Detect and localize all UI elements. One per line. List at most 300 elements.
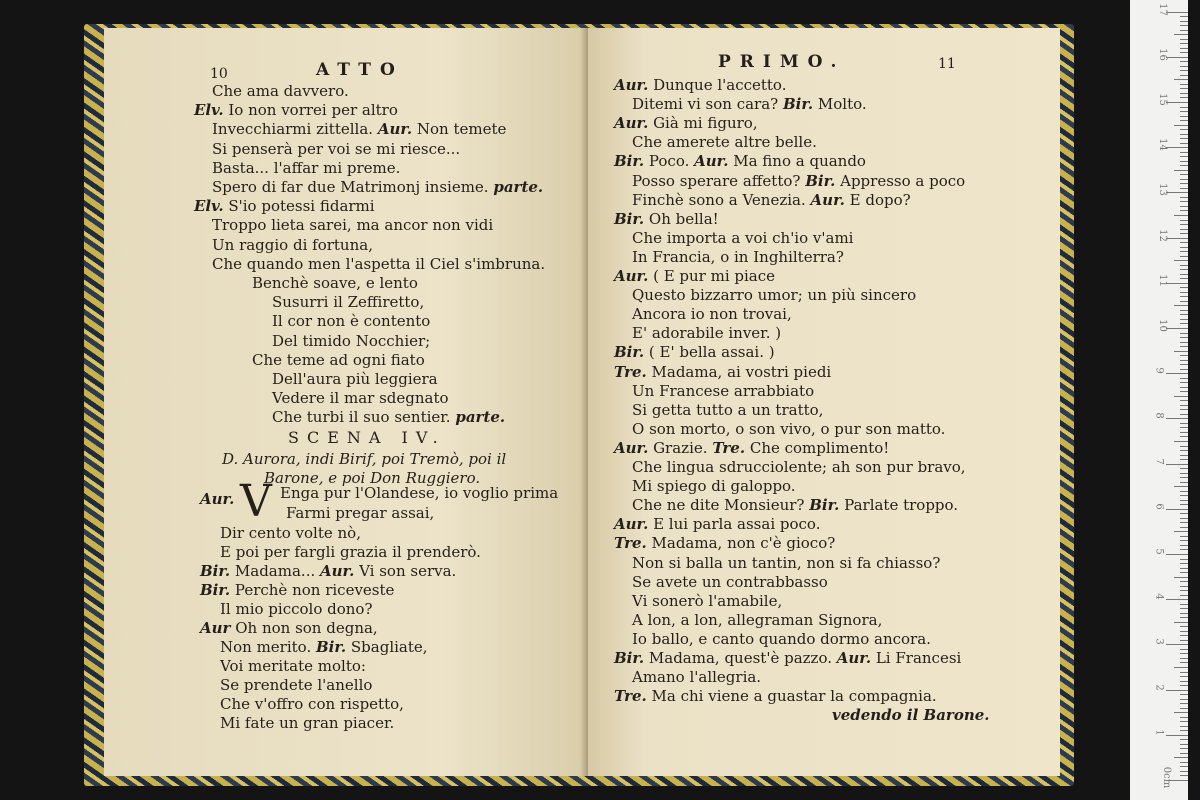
scene-title: SCENA IV. [288, 428, 446, 447]
verse-line [632, 592, 782, 610]
ruler-tick [1180, 450, 1188, 451]
ruler-tick [1174, 34, 1188, 35]
line-text: Dell'aura più leggiera [272, 370, 438, 388]
line-text: Spero di far due Matrimonj insieme. [212, 178, 489, 196]
ruler-tick [1180, 134, 1188, 135]
line-text: Oh non son degna, [235, 619, 378, 637]
ruler-tick [1180, 391, 1188, 392]
verse-line [614, 534, 835, 552]
ruler-tick [1166, 690, 1188, 691]
line-text: Basta... l'affar mi preme. [212, 158, 401, 177]
line-text: Ma chi viene a guastar la compagnia. [651, 687, 937, 706]
verse-line [220, 714, 394, 732]
ruler-tick [1180, 66, 1188, 67]
ruler-tick [1180, 61, 1188, 62]
ruler-tick [1180, 766, 1188, 767]
ruler-number: 7 [1153, 457, 1165, 465]
line-text: Questo bizzarro umor; un più sincero [632, 286, 917, 305]
line-text: Il cor non è contento [272, 312, 431, 331]
verse-line [832, 706, 990, 724]
line-text: Che complimento! [749, 438, 890, 457]
speaker-label: Aur. [377, 120, 413, 139]
speaker-label: Bir. [200, 581, 231, 599]
ruler-tick [1180, 84, 1188, 85]
ruler-tick [1174, 260, 1188, 261]
ruler-tick [1180, 549, 1188, 550]
verse-line [632, 382, 814, 400]
verse-line [220, 695, 404, 713]
ruler-tick [1166, 283, 1188, 284]
ruler-tick [1174, 215, 1188, 216]
ruler-tick [1180, 355, 1188, 356]
ruler-tick [1180, 323, 1188, 324]
verse-line [632, 191, 911, 209]
ruler-tick [1180, 617, 1188, 618]
ruler-tick [1180, 93, 1188, 94]
ruler-tick [1180, 762, 1188, 763]
ruler-tick [1180, 129, 1188, 130]
line-text: Vi son serva. [359, 562, 457, 580]
ruler-tick [1180, 251, 1188, 252]
ruler-tick [1166, 735, 1188, 736]
ruler-tick [1166, 464, 1188, 465]
ruler-number: 6 [1153, 503, 1165, 510]
ruler-number: 17 [1156, 2, 1168, 16]
line-text: Mi fate un gran piacer. [220, 714, 395, 732]
line-text: Non temete [416, 120, 507, 139]
ruler-tick [1180, 468, 1188, 469]
line-text: Ma fino a quando [733, 152, 866, 171]
line-text: Non si balla un tantin, non si fa chiasso? [632, 553, 941, 572]
measuring-ruler [1130, 0, 1188, 800]
ruler-tick [1180, 278, 1188, 279]
ruler-tick [1180, 265, 1188, 266]
line-text: Voi meritate molto: [220, 657, 366, 675]
ruler-tick [1180, 685, 1188, 686]
verse-line [614, 439, 889, 457]
ruler-tick [1166, 373, 1188, 374]
ruler-number: 9 [1153, 367, 1165, 374]
line-text: Vi sonerò l'amabile, [632, 591, 783, 610]
speaker-label: Bir. [614, 152, 645, 171]
ruler-tick [1166, 57, 1188, 58]
line-text: In Francia, o in Inghilterra? [632, 247, 844, 266]
ruler-tick [1180, 378, 1188, 379]
verse-line [614, 76, 786, 94]
verse-line [614, 267, 775, 285]
line-text: Che importa a voi ch'io v'ami [632, 228, 854, 247]
line-text: Dunque l'accetto. [653, 76, 787, 94]
ruler-number: 15 [1156, 93, 1168, 106]
verse-line [632, 554, 940, 572]
ruler-tick [1180, 744, 1188, 745]
ruler-tick [1180, 292, 1188, 293]
ruler-tick [1180, 369, 1188, 370]
ruler-tick [1180, 247, 1188, 248]
line-text: Mi spiego di galoppo. [632, 477, 796, 496]
ruler-tick [1166, 147, 1188, 148]
right-page [588, 28, 1060, 776]
verse-line [632, 305, 792, 323]
ruler-tick [1180, 201, 1188, 202]
ruler-tick [1180, 721, 1188, 722]
verse-line [272, 293, 424, 311]
verse-line [220, 600, 373, 618]
speaker-label: Bir. [200, 562, 231, 580]
ruler-tick [1180, 753, 1188, 754]
ruler-tick [1180, 739, 1188, 740]
ruler-tick [1180, 387, 1188, 388]
speaker-label: Tre. [614, 687, 647, 706]
ruler-tick [1180, 708, 1188, 709]
dropcap-speaker: Aur. [200, 490, 235, 508]
ruler-tick [1174, 486, 1188, 487]
ruler-tick [1180, 604, 1188, 605]
line-text: Vedere il mar sdegnato [272, 389, 449, 408]
line-text: Ancora io non trovai, [632, 305, 792, 324]
line-text: Se avete un contrabbasso [632, 572, 828, 591]
ruler-number: 10 [1156, 319, 1168, 332]
verse-line [632, 477, 796, 495]
ruler-tick [1180, 590, 1188, 591]
verse-line [272, 332, 430, 350]
ruler-tick [1180, 436, 1188, 437]
ruler-tick [1180, 107, 1188, 108]
ruler-tick [1180, 662, 1188, 663]
line-text: Del timido Nocchier; [272, 331, 431, 350]
ruler-tick [1180, 672, 1188, 673]
verse-line [632, 95, 867, 113]
speaker-label: Bir. [805, 171, 836, 190]
ruler-tick [1166, 644, 1188, 645]
verse-line [252, 274, 418, 292]
ruler-number: 14 [1156, 138, 1168, 152]
ruler-tick [1180, 337, 1188, 338]
ruler-number: 11 [1156, 273, 1168, 287]
ruler-number: 12 [1156, 228, 1168, 242]
verse-line [632, 668, 761, 686]
speaker-label: Bir. [809, 496, 840, 515]
ruler-tick [1180, 640, 1188, 641]
ruler-tick [1180, 206, 1188, 207]
ruler-tick [1180, 319, 1188, 320]
ruler-tick [1180, 152, 1188, 153]
ruler-tick [1180, 522, 1188, 523]
ruler-tick [1180, 513, 1188, 514]
ruler-tick [1166, 238, 1188, 239]
ruler-number: 2 [1153, 683, 1165, 691]
ruler-tick [1180, 482, 1188, 483]
ruler-tick [1166, 509, 1188, 510]
line-text: Non merito. [220, 638, 312, 656]
ruler-tick [1180, 423, 1188, 424]
speaker-label: Aur. [320, 562, 355, 580]
line-text: Che ama davvero. [212, 82, 349, 100]
line-text: Poco. [648, 152, 690, 171]
line-text: ( E' bella assai. ) [648, 343, 775, 362]
line-text: Appresso a poco [840, 171, 966, 190]
verse-line [194, 197, 375, 215]
speaker-label: Bir. [783, 95, 814, 114]
ruler-tick [1180, 518, 1188, 519]
ruler-tick [1180, 658, 1188, 659]
scene-direction-line-2: Barone, e poi Don Ruggiero. [264, 469, 481, 487]
ruler-tick [1174, 757, 1188, 758]
line-text: Si penserà per voi se mi riesce... [212, 139, 461, 158]
speaker-label: parte. [493, 178, 544, 196]
verse-line [614, 687, 937, 705]
speaker-label: Elv. [194, 101, 224, 120]
ruler-tick [1180, 559, 1188, 560]
line-text: Susurri il Zeffiretto, [272, 293, 425, 312]
ruler-tick [1174, 305, 1188, 306]
verse-line [220, 638, 428, 656]
line-text: Sbagliate, [350, 638, 428, 656]
ruler-tick [1180, 382, 1188, 383]
ruler-tick [1174, 125, 1188, 126]
ruler-tick [1174, 351, 1188, 352]
ruler-tick [1180, 210, 1188, 211]
line-text: Che lingua sdrucciolente; ah son pur bravo, [632, 458, 966, 476]
ruler-tick [1180, 296, 1188, 297]
dropcap-line-1: Enga pur l'Olandese, io voglio prima [280, 484, 559, 502]
ruler-tick [1180, 400, 1188, 401]
ruler-tick [1166, 192, 1188, 193]
ruler-tick [1166, 328, 1188, 329]
line-text: Perchè non riceveste [234, 581, 395, 599]
ruler-tick [1180, 25, 1188, 26]
speaker-label: Bir. [316, 638, 347, 656]
ruler-tick [1180, 446, 1188, 447]
ruler-tick [1180, 224, 1188, 225]
verse-line [212, 236, 373, 254]
ruler-tick [1180, 88, 1188, 89]
verse-line [272, 370, 438, 388]
verse-line [632, 573, 828, 591]
ruler-tick [1180, 545, 1188, 546]
ruler-tick [1180, 477, 1188, 478]
line-text: Io non vorrei per altro [228, 101, 398, 120]
ruler-tick [1180, 649, 1188, 650]
speaker-label: Aur. [614, 114, 649, 133]
ruler-tick [1180, 771, 1188, 772]
verse-line [632, 458, 966, 476]
ruler-tick [1180, 287, 1188, 288]
ruler-tick [1180, 188, 1188, 189]
ruler-tick [1180, 229, 1188, 230]
ruler-tick [1180, 233, 1188, 234]
line-text: Che v'offro con rispetto, [220, 695, 404, 713]
verse-line [212, 82, 349, 100]
verse-line [632, 611, 882, 629]
ruler-tick [1180, 699, 1188, 700]
line-text: Madama, ai vostri piedi [651, 362, 832, 381]
ruler-tick [1180, 333, 1188, 334]
ruler-tick [1180, 30, 1188, 31]
ruler-tick [1180, 500, 1188, 501]
ruler-tick [1180, 540, 1188, 541]
verse-line [614, 210, 719, 228]
verse-line [632, 496, 958, 514]
ruler-tick [1180, 748, 1188, 749]
ruler-tick [1180, 414, 1188, 415]
verse-line [212, 120, 506, 138]
verse-line [220, 524, 361, 542]
line-text: E dopo? [849, 190, 911, 209]
ruler-tick [1174, 79, 1188, 80]
ruler-tick [1180, 143, 1188, 144]
line-text: ( E pur mi piace [653, 267, 776, 285]
speaker-label: Tre. [614, 534, 647, 553]
ruler-tick [1180, 608, 1188, 609]
verse-line [632, 420, 945, 438]
ruler-tick [1180, 39, 1188, 40]
ruler-tick [1180, 360, 1188, 361]
line-text: Li Francesi [875, 649, 962, 667]
ruler-tick [1180, 563, 1188, 564]
ruler-tick [1180, 97, 1188, 98]
ruler-number: 8 [1153, 412, 1165, 420]
line-text: Molto. [817, 95, 867, 114]
ruler-tick [1180, 568, 1188, 569]
ruler-tick [1166, 554, 1188, 555]
speaker-label: Aur. [810, 190, 845, 209]
verse-line [632, 324, 781, 342]
verse-line [212, 216, 493, 234]
ruler-number: 3 [1153, 638, 1165, 646]
verse-line [252, 351, 425, 369]
ruler-number: 16 [1156, 47, 1168, 61]
ruler-tick [1180, 775, 1188, 776]
verse-line [220, 543, 481, 561]
ruler-tick [1180, 346, 1188, 347]
line-text: O son morto, o son vivo, o pur son matto. [632, 419, 946, 438]
line-text: A lon, a lon, allegraman Signora, [632, 610, 883, 629]
line-text: Oh bella! [648, 209, 719, 228]
ruler-tick [1180, 459, 1188, 460]
speaker-label: Aur. [694, 152, 729, 171]
speaker-label: Bir. [614, 649, 645, 667]
verse-line [614, 649, 961, 667]
ruler-tick [1174, 531, 1188, 532]
speaker-label: vedendo il Barone. [832, 706, 990, 725]
ruler-tick [1180, 405, 1188, 406]
ruler-tick [1180, 495, 1188, 496]
speaker-label: Aur. [614, 515, 649, 534]
ruler-tick [1180, 342, 1188, 343]
ruler-number: 4 [1153, 593, 1165, 600]
speaker-label: Bir. [614, 209, 645, 228]
line-text: Che amerete altre belle. [632, 133, 817, 152]
line-text: S'io potessi fidarmi [228, 197, 375, 216]
speaker-label: Tre. [712, 438, 746, 457]
line-text: Madama... [234, 562, 316, 580]
speaker-label: Tre. [614, 362, 647, 381]
right-running-header: PRIMO. [718, 52, 846, 72]
line-text: Che quando men l'aspetta il Ciel s'imbruna. [212, 254, 546, 273]
line-text: Troppo lieta sarei, ma ancor non vidi [212, 216, 494, 235]
verse-line [632, 229, 853, 247]
ruler-tick [1180, 310, 1188, 311]
ruler-tick [1174, 577, 1188, 578]
ruler-tick [1180, 21, 1188, 22]
ruler-tick [1180, 174, 1188, 175]
ruler-tick [1180, 536, 1188, 537]
ruler-tick [1174, 622, 1188, 623]
ruler-tick [1180, 43, 1188, 44]
ruler-tick [1180, 16, 1188, 17]
ruler-tick [1180, 242, 1188, 243]
ruler-tick [1180, 572, 1188, 573]
ruler-tick [1180, 301, 1188, 302]
ruler-tick [1180, 179, 1188, 180]
left-page-number: 10 [210, 66, 228, 82]
line-text: Già mi figuro, [653, 114, 758, 133]
ruler-tick [1174, 441, 1188, 442]
ruler-tick [1180, 116, 1188, 117]
ruler-tick [1180, 527, 1188, 528]
line-text: Un raggio di fortuna, [212, 235, 373, 254]
line-text: Che ne dite Monsieur? [632, 496, 805, 515]
right-page-number: 11 [938, 56, 956, 72]
line-text: E lui parla assai poco. [653, 515, 821, 534]
line-text: Ditemi vi son cara? [632, 95, 779, 114]
ruler-tick [1180, 220, 1188, 221]
ruler-tick [1180, 165, 1188, 166]
ruler-tick [1180, 269, 1188, 270]
speaker-label: Bir. [614, 343, 645, 362]
verse-line [212, 140, 460, 158]
speaker-label: Aur. [614, 76, 649, 94]
verse-line [272, 408, 505, 426]
verse-line [220, 676, 372, 694]
verse-line [614, 363, 831, 381]
line-text: Se prendete l'anello [220, 676, 373, 694]
ruler-tick [1180, 703, 1188, 704]
ruler-tick [1180, 726, 1188, 727]
verse-line [200, 619, 378, 637]
dropcap-line-2: Farmi pregar assai, [286, 504, 435, 522]
speaker-label: Elv. [194, 197, 224, 216]
ruler-tick [1174, 170, 1188, 171]
ruler-tick [1166, 418, 1188, 419]
ruler-tick [1180, 653, 1188, 654]
ruler-tick [1180, 314, 1188, 315]
line-text: Grazie. [653, 438, 708, 457]
ruler-tick [1180, 581, 1188, 582]
verse-line [632, 401, 823, 419]
line-text: Posso sperare affetto? [632, 171, 801, 190]
ruler-tick [1174, 396, 1188, 397]
ruler-tick [1180, 197, 1188, 198]
ruler-tick [1180, 48, 1188, 49]
ruler-tick [1180, 504, 1188, 505]
verse-line [614, 515, 820, 533]
ruler-tick [1180, 70, 1188, 71]
verse-line [632, 172, 965, 190]
ruler-tick [1180, 111, 1188, 112]
ruler-tick [1180, 120, 1188, 121]
line-text: Il mio piccolo dono? [220, 600, 373, 618]
ruler-tick [1180, 256, 1188, 257]
ruler-tick [1166, 102, 1188, 103]
line-text: Dir cento volte nò, [220, 524, 361, 542]
line-text: Che turbi il suo sentier. [272, 408, 451, 427]
ruler-tick [1174, 667, 1188, 668]
ruler-tick [1180, 138, 1188, 139]
line-text: E poi per fargli grazia il prenderò. [220, 543, 481, 561]
ruler-tick [1180, 631, 1188, 632]
